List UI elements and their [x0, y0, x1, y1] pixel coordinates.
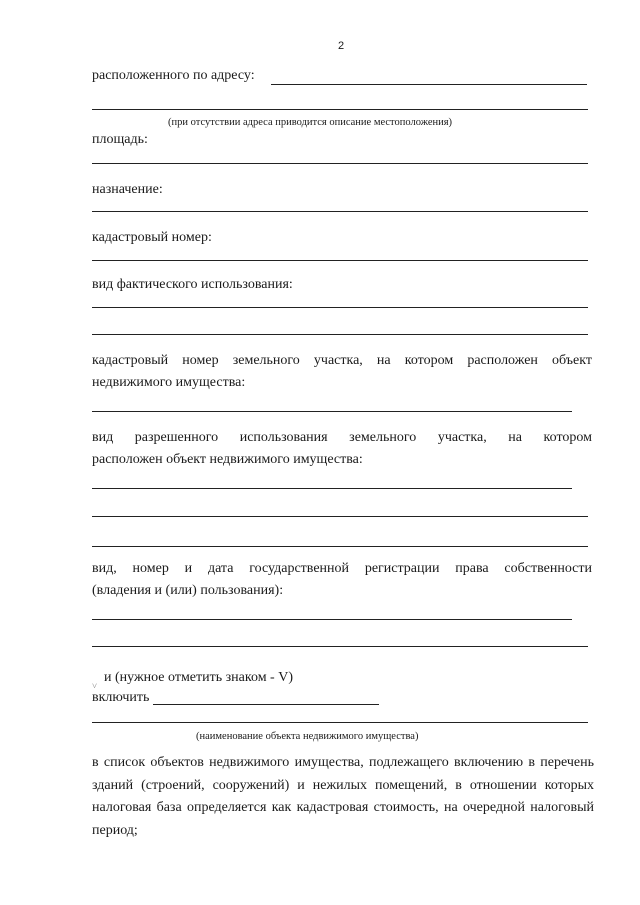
purpose-label: назначение:	[92, 182, 163, 197]
permitted-use-field-line-3[interactable]	[92, 546, 588, 547]
page-number: 2	[338, 40, 345, 52]
actual-use-label: вид фактического использования:	[92, 277, 293, 292]
permitted-use-label-line2: расположен объект недвижимого имущества:	[92, 452, 363, 467]
rights-field-line-2[interactable]	[92, 646, 588, 647]
mark-note: и (нужное отметить знаком - V)	[104, 670, 293, 685]
rights-label-line2: (владения и (или) пользования):	[92, 583, 284, 598]
permitted-use-label-line1: вид разрешенного использования земельного участка, на котором	[92, 430, 592, 445]
permitted-use-field-line[interactable]	[92, 488, 572, 489]
actual-use-field-line-2[interactable]	[92, 334, 588, 335]
purpose-field-line[interactable]	[92, 211, 588, 212]
checkbox-mark[interactable]: ˅	[92, 681, 98, 691]
closing-paragraph: в список объектов недвижимого имущества, подлежащего включению в перечень зданий (строений, сооружений) и нежилых помещений, в отношении которых налоговая база определяется как кадастровая стоимость, на очередной налоговый период;	[92, 755, 594, 838]
actual-use-field-line[interactable]	[92, 307, 588, 308]
area-field-line[interactable]	[92, 163, 588, 164]
address-field-line-2[interactable]	[92, 109, 588, 110]
land-cadastral-label-line2: недвижимого имущества:	[92, 375, 246, 390]
include-label: включить	[92, 690, 150, 705]
land-cadastral-label-line1: кадастровый номер земельного участка, на котором расположен объект	[92, 353, 592, 368]
area-label: площадь:	[92, 132, 148, 147]
permitted-use-field-line-2[interactable]	[92, 516, 588, 517]
address-hint: (при отсутствии адреса приводится описание местоположения)	[168, 117, 453, 128]
address-label: расположенного по адресу:	[92, 68, 255, 83]
address-field-line[interactable]	[271, 84, 587, 85]
object-name-field-line[interactable]	[92, 722, 588, 723]
rights-label-line1: вид, номер и дата государственной регистрации права собственности	[92, 561, 592, 576]
include-field-line[interactable]	[153, 704, 379, 705]
cadastral-number-label: кадастровый номер:	[92, 230, 212, 245]
land-cadastral-field-line[interactable]	[92, 411, 572, 412]
cadastral-number-field-line[interactable]	[92, 260, 588, 261]
rights-field-line[interactable]	[92, 619, 572, 620]
object-name-hint: (наименование объекта недвижимого имущества)	[196, 731, 419, 742]
